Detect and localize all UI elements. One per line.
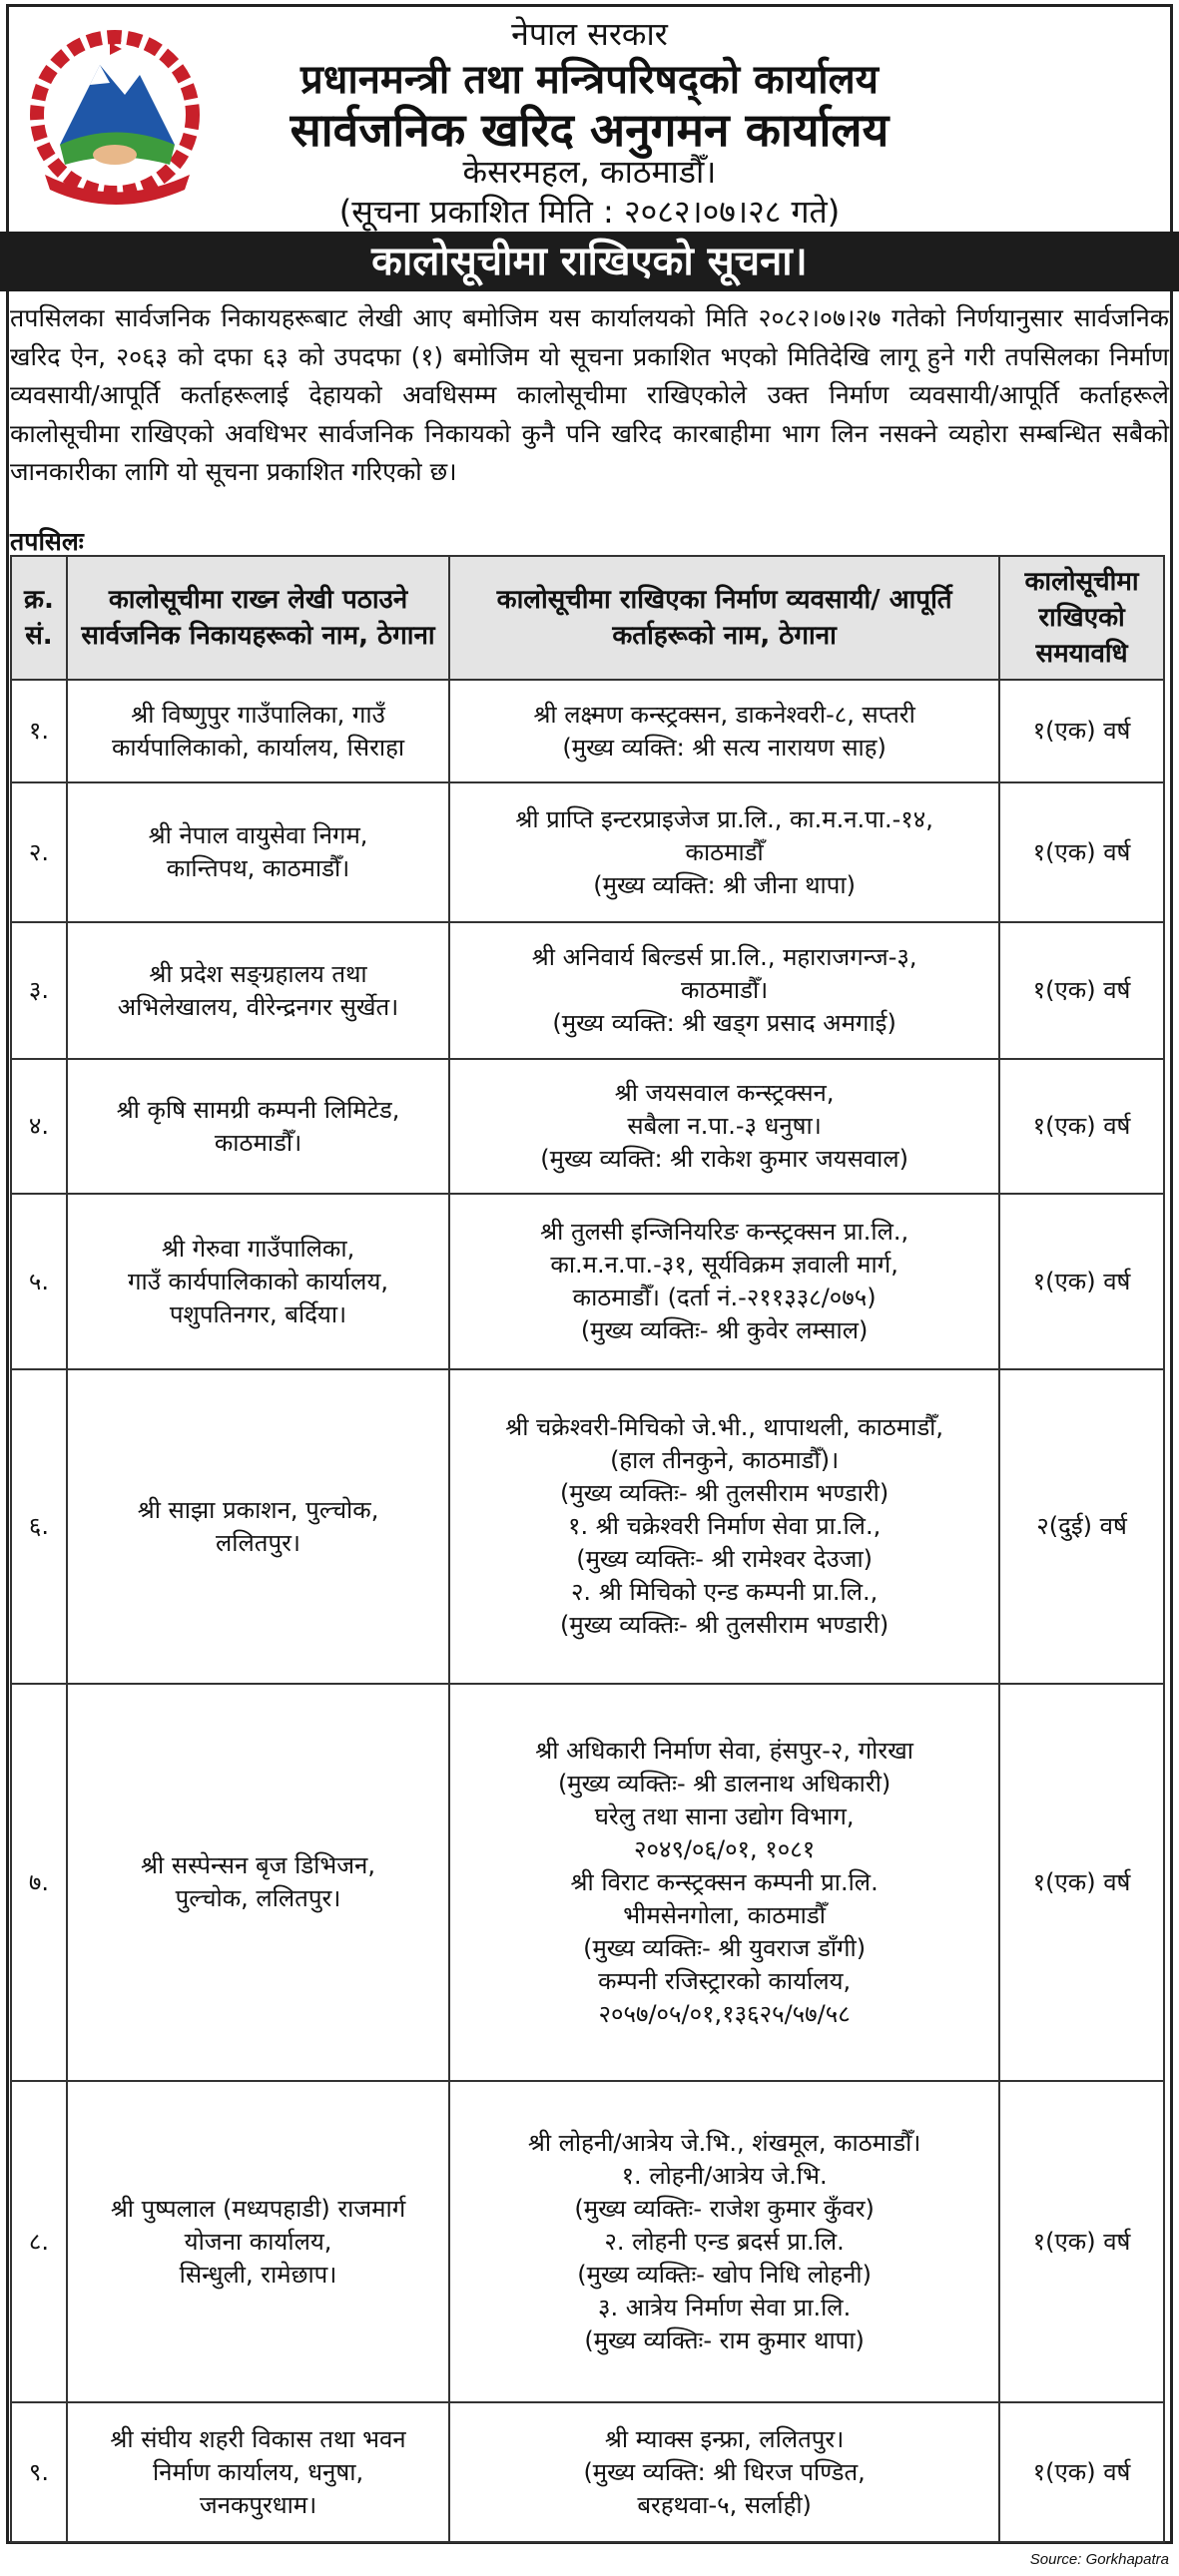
public-body-cell-line: कार्यपालिकाको, कार्यालय, सिराहा xyxy=(111,733,405,762)
vendor-cell-line: (मुख्य व्यक्तिः- राजेश कुमार कुँवर) xyxy=(574,2194,875,2223)
notice-paragraph: तपसिलका सार्वजनिक निकायहरूबाट लेखी आए बमोजिम यस कार्यालयको मिति २०८२।०७।२७ गतेको निर्णयानुसार सार्वजनिक खरिद ऐन, २०६३ को दफा ६३ को उपदफा (१) बमोजिम यो सूचना प्रकाशित भएको मितिदेखि लागू हुने गरी तपसिलका निर्माण व्यवसायी/आपूर्ति कर्ताहरूलाई देहायको अवधिसम्म कालोसूचीमा राखिएकोले उक्त निर्माण व्यवसायी/आपूर्ति कर्ताहरूले कालोसूचीमा राखिएको अवधिभर सार्वजनिक निकायको कुनै पनि खरिद कारबाहीमा भाग लिन नसक्ने व्यहोरा सम्बन्धित सबैको जानकारीका लागि यो सूचना प्रकाशित गरिएको छ। xyxy=(10,303,1169,486)
office-name: सार्वजनिक खरिद अनुगमन कार्यालय xyxy=(290,103,889,157)
public-body-cell-line: पशुपतिनगर, बर्दिया। xyxy=(169,1299,347,1328)
vendor-cell-line: कम्पनी रजिस्ट्रारको कार्यालय, xyxy=(598,1966,852,1995)
vendor-cell-line: श्री चक्रेश्वरी-मिचिको जे.भी., थापाथली, काठमाडौँ, xyxy=(505,1413,944,1441)
public-body-cell-line: श्री गेरुवा गाउँपालिका, xyxy=(161,1234,355,1263)
public-body-cell-line: श्री कृषि सामग्री कम्पनी लिमिटेड, xyxy=(116,1095,400,1124)
public-body-cell-line: श्री सस्पेन्सन बृज डिभिजन, xyxy=(141,1851,376,1879)
table-row xyxy=(11,922,1164,1059)
vendor-cell xyxy=(449,782,999,922)
serial-number: ३. xyxy=(11,922,67,1059)
public-body-cell-line: श्री संघीय शहरी विकास तथा भवन xyxy=(110,2424,406,2453)
vendor-cell-line: का.म.न.पा.-३१, सूर्यविक्रम ज्ञवाली मार्ग, xyxy=(550,1251,898,1279)
vendor-cell-line: १. लोहनी/आत्रेय जे.भि. xyxy=(621,2161,828,2190)
vendor-cell-line: २०४९/०६/०१, १०८१ xyxy=(634,1834,816,1863)
public-body-cell-line: योजना कार्यालय, xyxy=(184,2227,332,2256)
serial-number: ९. xyxy=(11,2402,67,2542)
government-name: नेपाल सरकार xyxy=(511,15,668,53)
blacklist-period: १(एक) वर्ष xyxy=(999,782,1164,922)
public-body-cell xyxy=(67,1194,449,1369)
vendor-cell xyxy=(449,1059,999,1194)
table-row xyxy=(11,2081,1164,2402)
public-body-cell-line: गाउँ कार्यपालिकाको कार्यालय, xyxy=(128,1267,388,1295)
vendor-cell-line: (मुख्य व्यक्तिः- राम कुमार थापा) xyxy=(584,2325,865,2354)
serial-number: ७. xyxy=(11,1684,67,2081)
header-sn: क्र. सं. xyxy=(11,556,67,680)
public-body-cell-line: श्री प्रदेश सङ्ग्रहालय तथा xyxy=(149,959,367,988)
vendor-cell-line: ३. आत्रेय निर्माण सेवा प्रा.लि. xyxy=(598,2293,852,2321)
public-body-cell xyxy=(67,680,449,782)
vendor-cell-line: श्री विराट कन्स्ट्रक्सन कम्पनी प्रा.लि. xyxy=(570,1867,879,1896)
public-body-cell-line: अभिलेखालय, वीरेन्द्रनगर सुर्खेत। xyxy=(117,992,399,1021)
vendor-cell xyxy=(449,2402,999,2542)
header-public-body: कालोसूचीमा राख्न लेखी पठाउने सार्वजनिक निकायहरूको नाम, ठेगाना xyxy=(67,556,449,680)
serial-number: १. xyxy=(11,680,67,782)
public-body-cell-line: पुल्चोक, ललितपुर। xyxy=(175,1884,341,1912)
table-row xyxy=(11,680,1164,782)
vendor-cell-line: (मुख्य व्यक्तिः- श्री रामेश्वर देउजा) xyxy=(576,1545,874,1573)
vendor-cell-line: (मुख्य व्यक्ति: श्री सत्य नारायण साह) xyxy=(562,733,886,762)
vendor-cell-line: श्री लोहनी/आत्रेय जे.भि., शंखमूल, काठमाडौँ। xyxy=(527,2128,921,2157)
table-row xyxy=(11,1369,1164,1684)
publish-date: (सूचना प्रकाशित मिति : २०८२।०७।२८ गते) xyxy=(338,193,841,231)
vendor-cell-line: १. श्री चक्रेश्वरी निर्माण सेवा प्रा.लि., xyxy=(568,1512,882,1540)
vendor-cell-line: (मुख्य व्यक्ति: श्री धिरज पण्डित, xyxy=(583,2457,866,2486)
vendor-cell-line: (हाल तीनकुने, काठमाडौँ)। xyxy=(610,1446,840,1474)
vendor-cell-line: श्री तुलसी इन्जिनियरिङ कन्स्ट्रक्सन प्रा.लि., xyxy=(540,1218,909,1246)
notice-title: कालोसूचीमा राखिएको सूचना। xyxy=(0,232,1179,291)
vendor-cell-line: (मुख्य व्यक्तिः- श्री तुलसीराम भण्डारी) xyxy=(559,1479,889,1507)
ministry-name: प्रधानमन्त्री तथा मन्त्रिपरिषद्को कार्यालय xyxy=(300,57,879,103)
vendor-cell-line: (मुख्य व्यक्ति: श्री जीना थापा) xyxy=(593,870,856,899)
vendor-cell-line: श्री प्राप्ति इन्टरप्राइजेज प्रा.लि., का.म.न.पा.-१४, xyxy=(515,804,933,833)
vendor-cell xyxy=(449,922,999,1059)
source-credit: Source: Gorkhapatra xyxy=(1029,2551,1169,2568)
blacklist-table xyxy=(10,555,1165,2543)
vendor-cell-line: (मुख्य व्यक्तिः- श्री तुलसीराम भण्डारी) xyxy=(559,1611,889,1639)
vendor-cell-line: (मुख्य व्यक्तिः- श्री युवराज डाँगी) xyxy=(583,1933,867,1962)
vendor-cell-line: (मुख्य व्यक्तिः- श्री डालनाथ अधिकारी) xyxy=(557,1769,891,1798)
vendor-cell xyxy=(449,680,999,782)
public-body-cell-line: कान्तिपथ, काठमाडौँ। xyxy=(166,854,350,882)
vendor-cell-line: घरेलु तथा साना उद्योग विभाग, xyxy=(594,1802,855,1830)
table-row xyxy=(11,782,1164,922)
vendor-cell-line: २. लोहनी एन्ड ब्रदर्स प्रा.लि. xyxy=(604,2227,845,2256)
public-body-cell xyxy=(67,1684,449,2081)
vendor-cell-line: सबैला न.पा.-३ धनुषा। xyxy=(627,1112,822,1140)
vendor-cell-line: श्री अधिकारी निर्माण सेवा, हंसपुर-२, गोरखा xyxy=(535,1736,914,1765)
header-period: कालोसूचीमा राखिएको समयावधि xyxy=(999,556,1164,680)
vendor-cell xyxy=(449,1369,999,1684)
public-body-cell xyxy=(67,2402,449,2542)
serial-number: ४. xyxy=(11,1059,67,1194)
blacklist-period: १(एक) वर्ष xyxy=(999,922,1164,1059)
vendor-cell-line: (मुख्य व्यक्तिः- खोप निधि लोहनी) xyxy=(577,2260,872,2289)
public-body-cell-line: श्री विष्णुपुर गाउँपालिका, गाउँ xyxy=(131,700,385,729)
public-body-cell xyxy=(67,782,449,922)
public-body-cell-line: सिन्धुली, रामेछाप। xyxy=(179,2260,337,2289)
vendor-cell-line: श्री अनिवार्य बिल्डर्स प्रा.लि., महाराजगन्ज-३, xyxy=(531,943,917,971)
public-body-cell-line: श्री पुष्पलाल (मध्यपहाडी) राजमार्ग xyxy=(110,2194,406,2223)
vendor-cell xyxy=(449,1194,999,1369)
vendor-cell xyxy=(449,2081,999,2402)
public-body-cell-line: ललितपुर। xyxy=(216,1528,301,1557)
public-body-cell xyxy=(67,1059,449,1194)
public-body-cell-line: काठमाडौँ। xyxy=(214,1128,302,1157)
table-row xyxy=(11,1684,1164,2081)
table-row xyxy=(11,2402,1164,2542)
vendor-cell-line: श्री लक्ष्मण कन्स्ट्रक्सन, डाकनेश्वरी-८, सप्तरी xyxy=(533,700,915,729)
table-row xyxy=(11,1059,1164,1194)
vendor-cell-line: २. श्री मिचिको एन्ड कम्पनी प्रा.लि., xyxy=(570,1578,879,1606)
office-address: केसरमहल, काठमाडौँ। xyxy=(462,153,717,191)
vendor-cell-line: (मुख्य व्यक्ति: श्री खड्ग प्रसाद अमगाई) xyxy=(552,1009,896,1037)
blacklist-period: २(दुई) वर्ष xyxy=(999,1369,1164,1684)
public-body-cell-line: श्री साझा प्रकाशन, पुल्चोक, xyxy=(137,1495,379,1524)
serial-number: ६. xyxy=(11,1369,67,1684)
blacklist-period: १(एक) वर्ष xyxy=(999,1684,1164,2081)
blacklist-period: १(एक) वर्ष xyxy=(999,1194,1164,1369)
vendor-cell-line: श्री जयसवाल कन्स्ट्रक्सन, xyxy=(614,1079,835,1107)
vendor-cell-line: काठमाडौँ। (दर्ता नं.-२११३३८/०७५) xyxy=(572,1284,877,1311)
blacklist-period: १(एक) वर्ष xyxy=(999,1059,1164,1194)
vendor-cell-line: काठमाडौँ xyxy=(685,837,764,866)
public-body-cell xyxy=(67,2081,449,2402)
vendor-cell-line: २०५७/०५/०१,१३६२५/५७/५८ xyxy=(598,1999,851,2028)
vendor-cell-line: श्री म्याक्स इन्फ्रा, ललितपुर। xyxy=(604,2424,845,2453)
vendor-cell xyxy=(449,1684,999,2081)
vendor-cell-line: (मुख्य व्यक्ति: श्री राकेश कुमार जयसवाल) xyxy=(540,1145,908,1173)
notice-header xyxy=(0,0,1179,232)
table-row xyxy=(11,1194,1164,1369)
blacklist-period: १(एक) वर्ष xyxy=(999,2402,1164,2542)
blacklist-period: १(एक) वर्ष xyxy=(999,680,1164,782)
serial-number: ८. xyxy=(11,2081,67,2402)
vendor-cell-line: काठमाडौँ। xyxy=(680,976,769,1004)
header-vendor: कालोसूचीमा राखिएका निर्माण व्यवसायी/ आपूर्ति कर्ताहरूको नाम, ठेगाना xyxy=(449,556,999,680)
vendor-cell-line: (मुख्य व्यक्तिः- श्री कुवेर लम्साल) xyxy=(580,1316,869,1344)
vendor-cell-line: भीमसेनगोला, काठमाडौँ xyxy=(623,1900,826,1929)
schedule-label: तपसिलः xyxy=(10,527,84,556)
public-body-cell xyxy=(67,922,449,1059)
vendor-cell-line: बरहथवा-५, सर्लाही) xyxy=(637,2490,812,2519)
public-body-cell-line: निर्माण कार्यालय, धनुषा, xyxy=(152,2457,364,2486)
public-body-cell-line: श्री नेपाल वायुसेवा निगम, xyxy=(148,821,368,849)
serial-number: २. xyxy=(11,782,67,922)
public-body-cell-line: जनकपुरधाम। xyxy=(199,2490,317,2519)
serial-number: ५. xyxy=(11,1194,67,1369)
public-body-cell xyxy=(67,1369,449,1684)
blacklist-period: १(एक) वर्ष xyxy=(999,2081,1164,2402)
